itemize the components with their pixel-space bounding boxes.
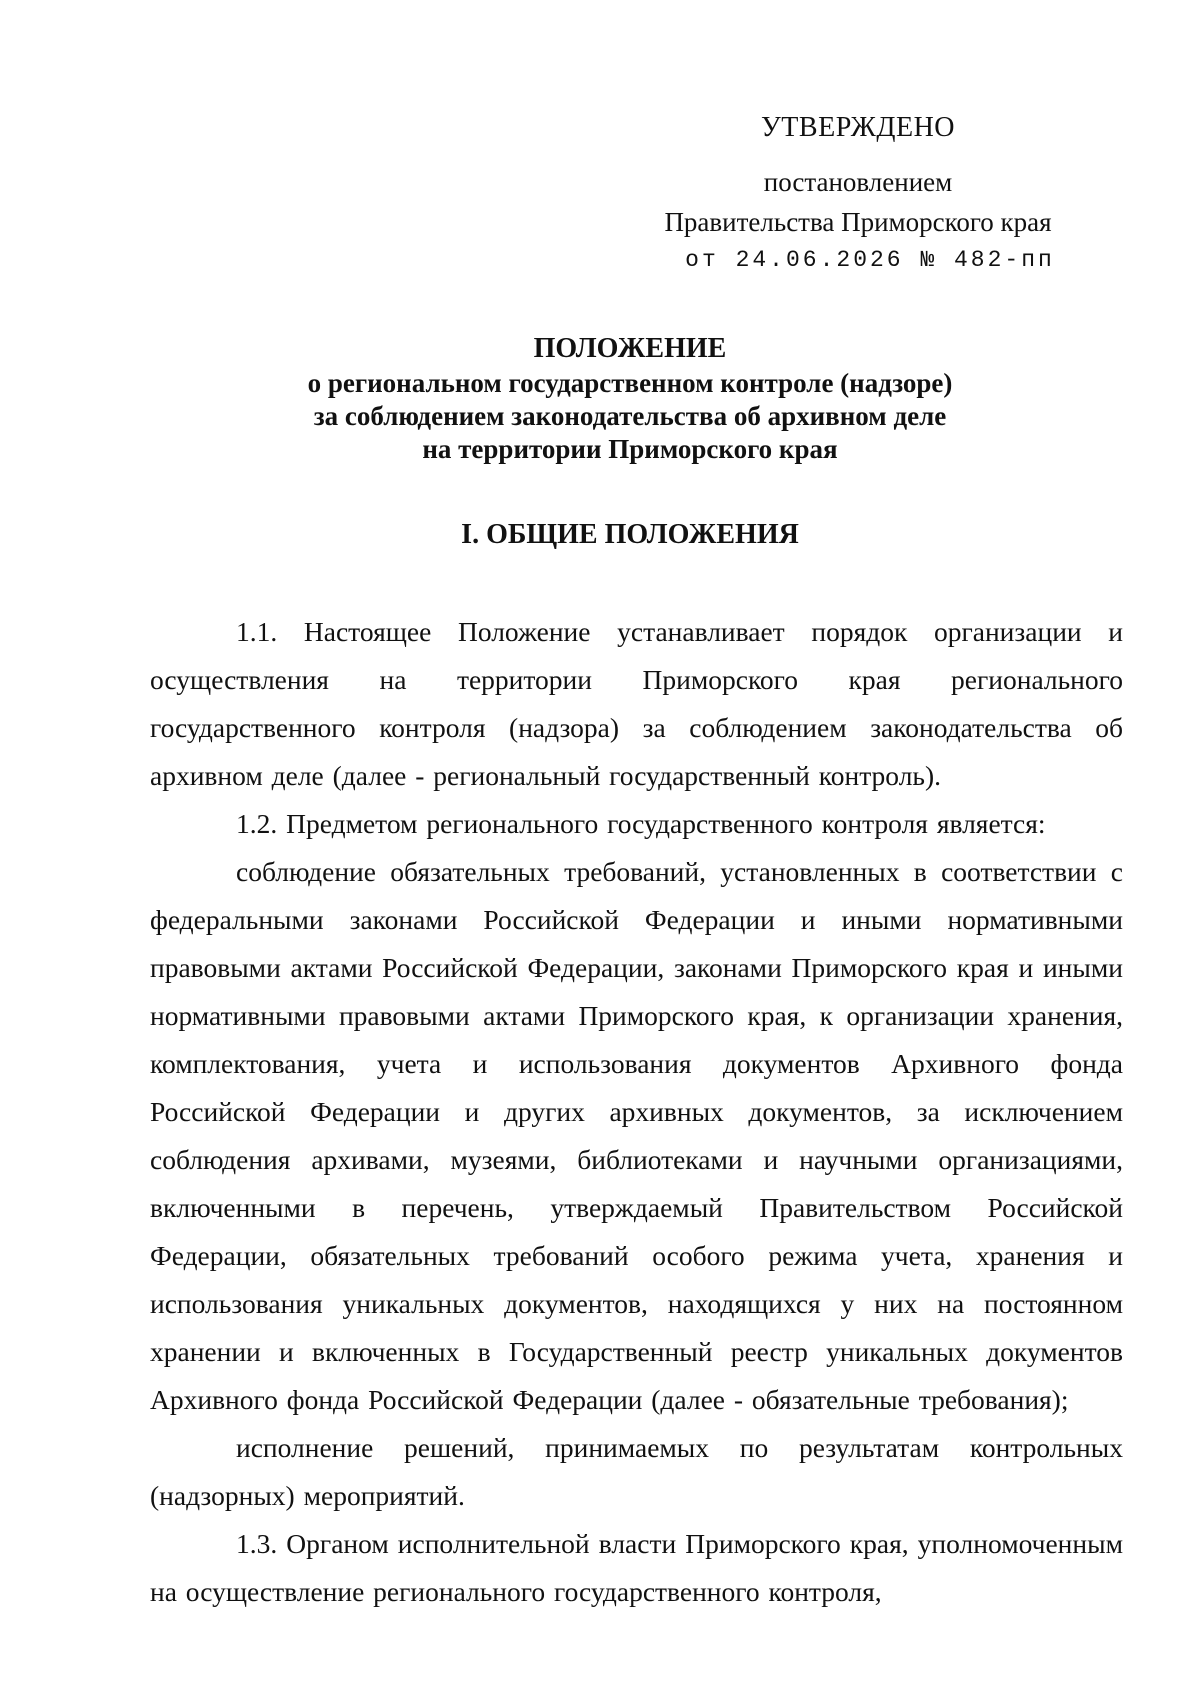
- approval-heading: УТВЕРЖДЕНО: [760, 112, 956, 143]
- document-body: [150, 608, 1123, 1616]
- document-title-line-3: на территории Приморского края: [422, 434, 838, 464]
- paragraph-1-1: 1.1. Настоящее Положение устанавливает порядок организации и осуществления на территории Приморского края регионального государственного контроля (надзора) за соблюдением законодательства об архивном деле (далее - региональный государственный контроль).: [150, 616, 1123, 791]
- section-heading: I. ОБЩИЕ ПОЛОЖЕНИЯ: [461, 519, 799, 550]
- approval-stamp: [610, 108, 1080, 278]
- paragraph-subject-requirements: соблюдение обязательных требований, установленных в соответствии с федеральными законами Российской Федерации и иными нормативными правовыми актами Российской Федерации, законами Приморского края и иными нормативными правовыми актами Приморского края, к организации хранения, комплектования, учета и использования документов Архивного фонда Российской Федерации и других архивных документов, за исключением соблюдения архивами, музеями, библиотеками и научными организациями, включенными в перечень, утверждаемый Правительством Российской Федерации, обязательных требований особого режима учета, хранения и использования уникальных документов, находящихся у них на постоянном хранении и включенных в Государственный реестр уникальных документов Архивного фонда Российской Федерации (далее - обязательные требования);: [150, 856, 1123, 1415]
- document-type: ПОЛОЖЕНИЕ: [533, 333, 727, 364]
- document-title-line-2: за соблюдением законодательства об архивном деле: [313, 401, 947, 431]
- approval-registration-number: от 24.06.2026 № 482-пп: [685, 247, 1055, 273]
- paragraph-subject-decisions: исполнение решений, принимаемых по результатам контрольных (надзорных) мероприятий.: [150, 1432, 1123, 1511]
- paragraph-1-2: 1.2. Предметом регионального государственного контроля является:: [236, 808, 1046, 839]
- paragraph-1-3: 1.3. Органом исполнительной власти Приморского края, уполномоченным на осуществление регионального государственного контроля,: [150, 1528, 1123, 1607]
- approval-line-government: Правительства Приморского края: [664, 207, 1052, 237]
- approval-line-resolution: постановлением: [763, 167, 953, 197]
- document-title: [150, 332, 1110, 466]
- document-title-line-1: о региональном государственном контроле (надзоре): [307, 368, 953, 398]
